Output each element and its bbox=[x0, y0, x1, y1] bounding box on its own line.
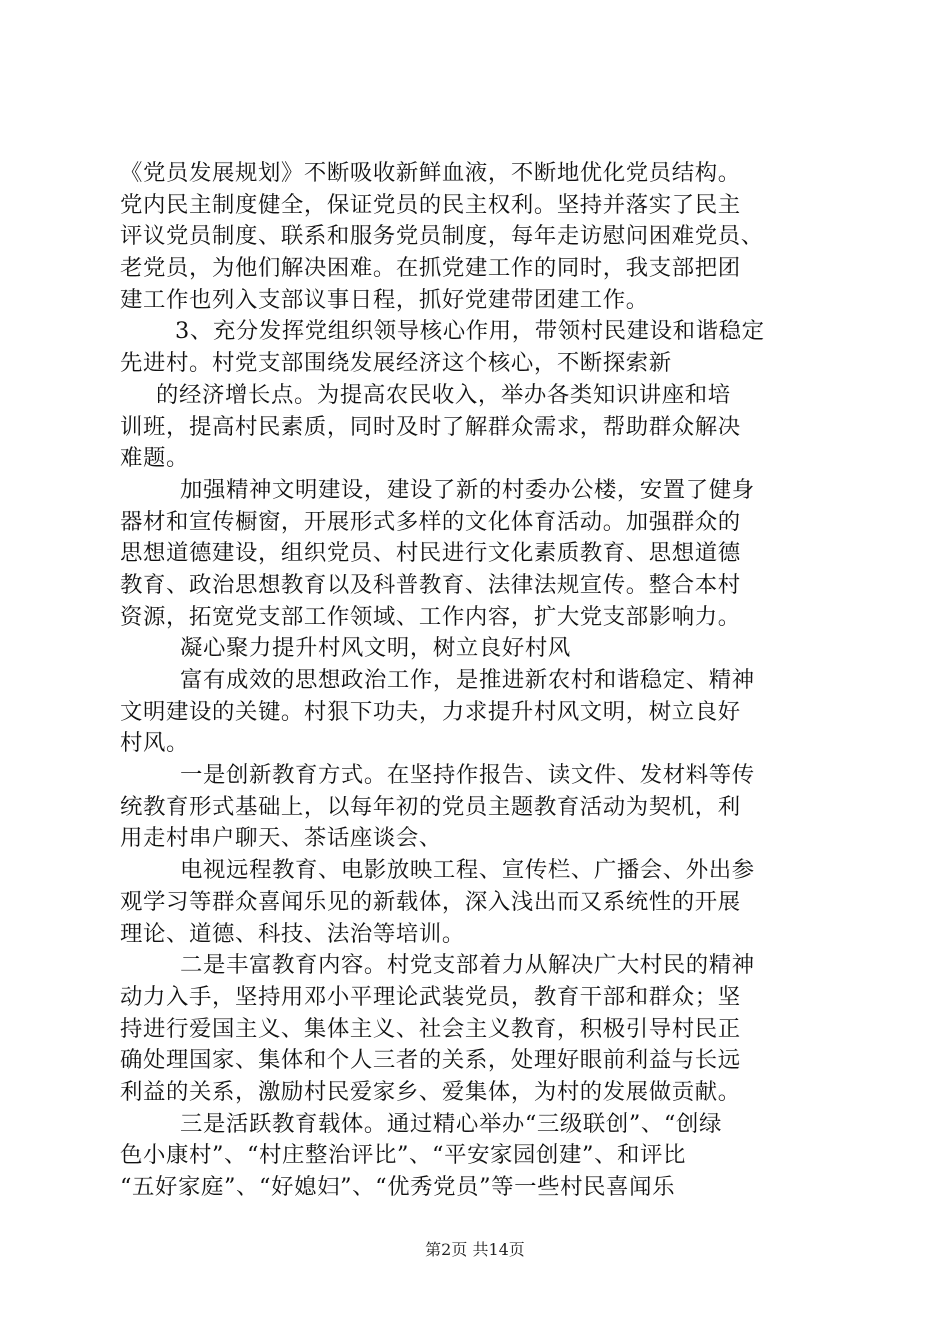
text-line: 器材和宣传橱窗，开展形式多样的文化体育活动。加强群众的 bbox=[120, 508, 741, 535]
page-number: 第2页 共14页 bbox=[425, 1240, 525, 1259]
text-line: 先进村。村党支部围绕发展经济这个核心，不断探索新 bbox=[120, 350, 672, 377]
text-line: “五好家庭”、“好媳妇”、“优秀党员”等一些村民喜闻乐 bbox=[120, 1174, 676, 1200]
text-line: 3、充分发挥党组织领导核心作用，带领村民建设和谐稳定 bbox=[175, 318, 765, 345]
text-line: 资源，拓宽党支部工作领域、工作内容，扩大党支部影响力。 bbox=[120, 603, 741, 630]
text-line: 凝心聚力提升村风文明，树立良好村风 bbox=[180, 635, 571, 662]
text-line: 训班，提高村民素质，同时及时了解群众需求，帮助群众解决 bbox=[120, 413, 741, 440]
text-line: 建工作也列入支部议事日程，抓好党建带团建工作。 bbox=[120, 286, 649, 313]
text-line: 电视远程教育、电影放映工程、宣传栏、广播会、外出参 bbox=[180, 857, 755, 884]
text-line: 二是丰富教育内容。村党支部着力从解决广大村民的精神 bbox=[180, 952, 755, 979]
text-line: 党内民主制度健全，保证党员的民主权利。坚持并落实了民主 bbox=[120, 191, 741, 218]
page-footer bbox=[0, 1240, 950, 1260]
text-line: 评议党员制度、联系和服务党员制度，每年走访慰问困难党员、 bbox=[120, 223, 764, 250]
text-line: 思想道德建设，组织党员、村民进行文化素质教育、思想道德 bbox=[120, 540, 741, 567]
text-line: 难题。 bbox=[120, 445, 189, 472]
text-line: 利益的关系，激励村民爱家乡、爱集体，为村的发展做贡献。 bbox=[120, 1078, 741, 1105]
text-line: 加强精神文明建设，建设了新的村委办公楼，安置了健身 bbox=[180, 476, 755, 503]
text-line: 三是活跃教育载体。通过精心举办“三级联创”、“创绿 bbox=[180, 1110, 722, 1137]
text-line: 的经济增长点。为提高农民收入，举办各类知识讲座和培 bbox=[156, 381, 731, 408]
text-line: 文明建设的关键。村狠下功夫，力求提升村风文明，树立良好 bbox=[120, 698, 741, 725]
text-line: 理论、道德、科技、法治等培训。 bbox=[120, 920, 465, 947]
text-line: 统教育形式基础上，以每年初的党员主题教育活动为契机，利 bbox=[120, 793, 741, 820]
text-line: 富有成效的思想政治工作，是推进新农村和谐稳定、精神 bbox=[180, 667, 755, 693]
text-line: 教育、政治思想教育以及科普教育、法律法规宣传。整合本村 bbox=[120, 571, 741, 598]
text-line: 《党员发展规划》不断吸收新鲜血液，不断地优化党员结构。 bbox=[120, 160, 741, 186]
text-line: 色小康村”、“村庄整治评比”、“平安家园创建”、和评比 bbox=[120, 1142, 687, 1169]
text-line: 动力入手，坚持用邓小平理论武装党员，教育干部和群众；坚 bbox=[120, 983, 741, 1010]
text-line: 用走村串户聊天、茶话座谈会、 bbox=[120, 825, 442, 852]
document-body bbox=[120, 158, 840, 1204]
text-line: 一是创新教育方式。在坚持作报告、读文件、发材料等传 bbox=[180, 762, 755, 789]
text-line: 持进行爱国主义、集体主义、社会主义教育，积极引导村民正 bbox=[120, 1015, 741, 1042]
text-line: 观学习等群众喜闻乐见的新载体，深入浅出而又系统性的开展 bbox=[120, 888, 741, 915]
text-line: 老党员，为他们解决困难。在抓党建工作的同时，我支部把团 bbox=[120, 255, 741, 282]
text-line: 确处理国家、集体和个人三者的关系，处理好眼前利益与长远 bbox=[120, 1047, 741, 1074]
text-line: 村风。 bbox=[120, 730, 189, 757]
